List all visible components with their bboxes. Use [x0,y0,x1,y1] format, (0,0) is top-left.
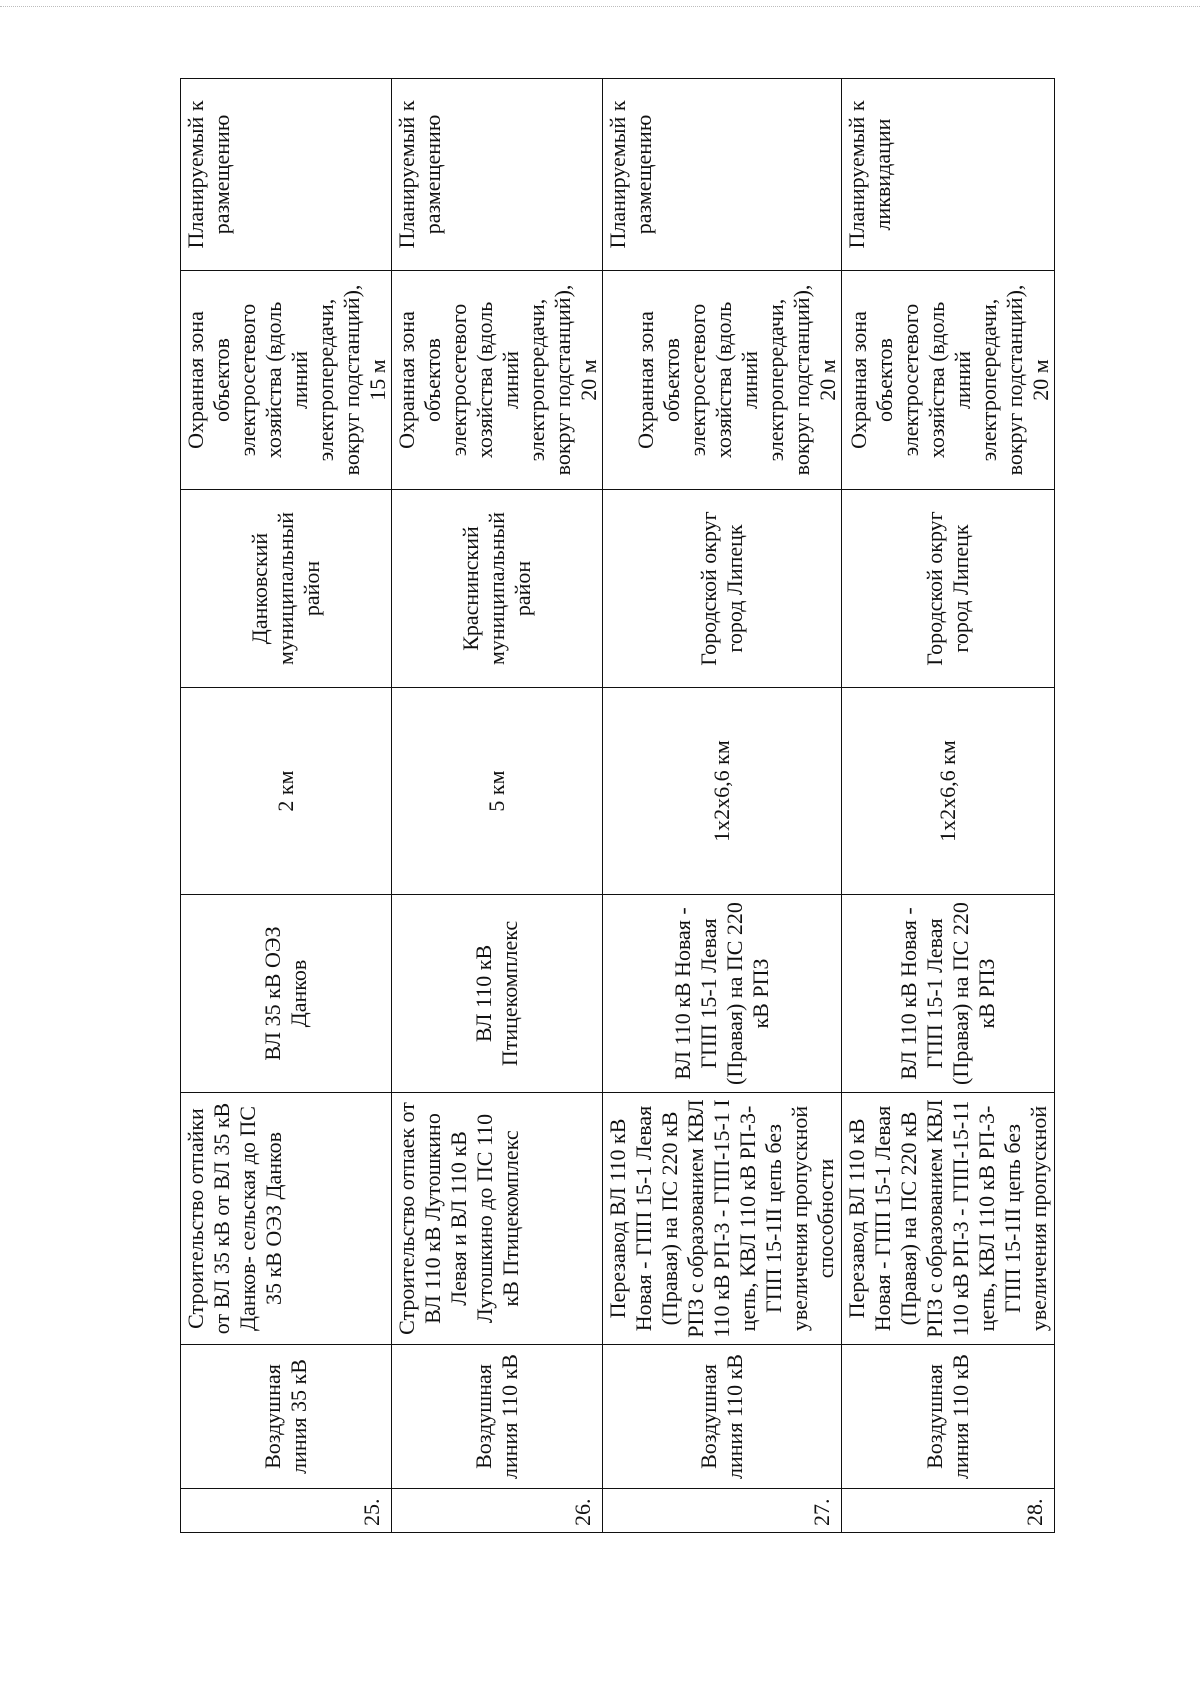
object-length: 1x2x6,6 км [603,688,842,895]
object-purpose: Перезавод ВЛ 110 кВ Новая - ГПП 15-1 Левая (Правая) на ПС 220 кВ РПЗ с образованием КВЛ 110 кВ РП-3 - ГПП-15-11 цепь, КВЛ 110 кВ РП-3-ГПП 15-1II цепь без увеличения пропускной [842,1093,1055,1345]
object-status: Планируемый к ликвидации [842,79,1055,271]
object-location: Краснинский муниципальный район [392,490,603,688]
row-number: 27. [603,1489,842,1533]
object-type: Воздушная линия 110 кВ [603,1345,842,1489]
object-name: ВЛ 110 кВ Новая - ГПП 15-1 Левая (Правая) на ПС 220 кВ РПЗ [842,895,1055,1093]
object-name: ВЛ 110 кВ Птицекомплекс [392,895,603,1093]
object-status: Планируемый к размещению [603,79,842,271]
scan-edge-noise [0,6,1200,7]
object-length: 1x2x6,6 км [842,688,1055,895]
object-type: Воздушная линия 110 кВ [842,1345,1055,1489]
table-row [603,79,842,1533]
protection-zone: Охранная зона объектов электросетевого хозяйства (вдоль линий электропередачи, вокруг подстанций), 15 м [181,271,392,490]
object-type: Воздушная линия 35 кВ [181,1345,392,1489]
row-number: 25. [181,1489,392,1533]
protection-zone: Охранная зона объектов электросетевого хозяйства (вдоль линий электропередачи, вокруг подстанций), 20 м [842,271,1055,490]
protection-zone: Охранная зона объектов электросетевого хозяйства (вдоль линий электропередачи, вокруг подстанций), 20 м [392,271,603,490]
table-row [392,79,603,1533]
table-row [181,79,392,1533]
object-status: Планируемый к размещению [181,79,392,271]
object-purpose: Строительство отпаек от ВЛ 110 кВ Лутошкино Левая и ВЛ 110 кВ Лутошкино до ПС 110 кВ Птицекомплекс [392,1093,603,1345]
table-row [842,79,1055,1533]
object-location: Городской округ город Липецк [842,490,1055,688]
object-length: 2 км [181,688,392,895]
facilities-table [180,78,1055,1533]
object-status: Планируемый к размещению [392,79,603,271]
protection-zone: Охранная зона объектов электросетевого хозяйства (вдоль линий электропередачи, вокруг подстанций), 20 м [603,271,842,490]
row-number: 28. [842,1489,1055,1533]
object-name: ВЛ 35 кВ ОЭЗ Данков [181,895,392,1093]
object-length: 5 км [392,688,603,895]
rotated-table-frame [180,79,1053,1533]
object-purpose: Перезавод ВЛ 110 кВ Новая - ГПП 15-1 Левая (Правая) на ПС 220 кВ РПЗ с образованием КВЛ 110 кВ РП-3 - ГПП-15-1 I цепь, КВЛ 110 кВ РП-3-ГПП 15-1II цепь без увеличения пропускной способности [603,1093,842,1345]
object-name: ВЛ 110 кВ Новая - ГПП 15-1 Левая (Правая) на ПС 220 кВ РПЗ [603,895,842,1093]
object-purpose: Строительство отпайки от ВЛ 35 кВ от ВЛ 35 кВ Данков- сельская до ПС 35 кВ ОЭЗ Данков [181,1093,392,1345]
row-number: 26. [392,1489,603,1533]
object-type: Воздушная линия 110 кВ [392,1345,603,1489]
object-location: Данковский муниципальный район [181,490,392,688]
object-location: Городской округ город Липецк [603,490,842,688]
